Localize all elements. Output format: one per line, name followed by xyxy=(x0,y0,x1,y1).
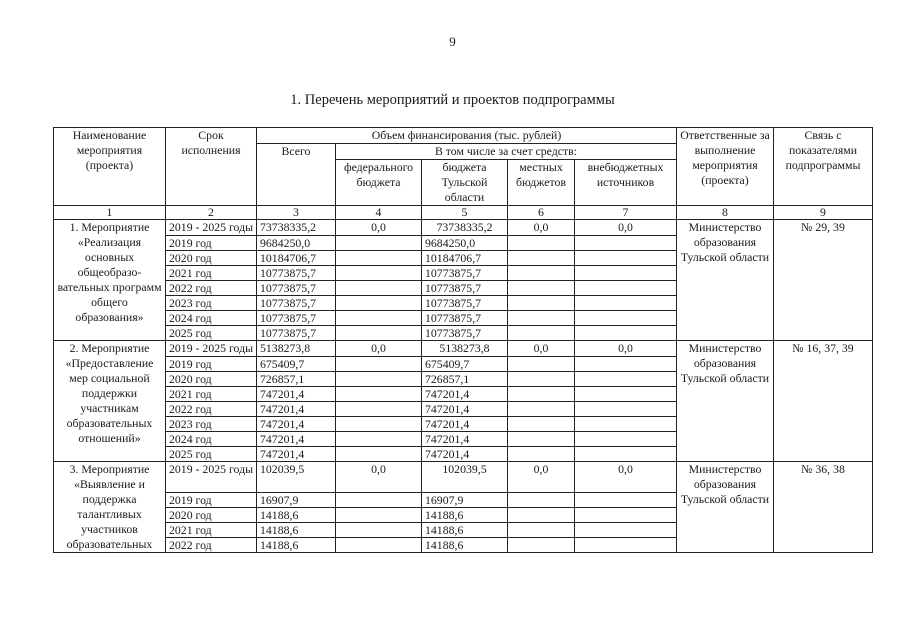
year-local-empty xyxy=(508,493,575,508)
year-extra-empty xyxy=(575,281,677,296)
measure-responsible: Министерство образования Тульской области xyxy=(677,220,774,341)
header-link: Связь с показателями подпрограммы xyxy=(774,128,873,206)
year-total: 9684250,0 xyxy=(257,236,336,251)
year-total: 16907,9 xyxy=(257,493,336,508)
measure-name: 3. Мероприятие «Выявление и поддержка талантливых участников образовательных xyxy=(54,462,166,553)
column-number: 7 xyxy=(575,206,677,220)
year-total: 10773875,7 xyxy=(257,296,336,311)
year-extra-empty xyxy=(575,296,677,311)
year-label: 2023 год xyxy=(166,417,257,432)
year-regional: 747201,4 xyxy=(422,402,508,417)
year-total: 14188,6 xyxy=(257,508,336,523)
year-label: 2020 год xyxy=(166,251,257,266)
year-total: 10184706,7 xyxy=(257,251,336,266)
year-total: 10773875,7 xyxy=(257,326,336,341)
year-federal-empty xyxy=(336,311,422,326)
measure-regional: 73738335,2 xyxy=(422,220,508,236)
column-number: 1 xyxy=(54,206,166,220)
year-label: 2021 год xyxy=(166,266,257,281)
measure-local: 0,0 xyxy=(508,462,575,493)
measure-name: 1. Мероприятие «Реализация основных общеобразо-вательных программ общего образования» xyxy=(54,220,166,341)
year-local-empty xyxy=(508,357,575,372)
year-extra-empty xyxy=(575,266,677,281)
year-extra-empty xyxy=(575,311,677,326)
year-local-empty xyxy=(508,508,575,523)
year-federal-empty xyxy=(336,326,422,341)
measure-responsible: Министерство образования Тульской области xyxy=(677,341,774,462)
measure-federal: 0,0 xyxy=(336,462,422,493)
header-local: местных бюджетов xyxy=(508,160,575,206)
year-federal-empty xyxy=(336,493,422,508)
year-regional: 10184706,7 xyxy=(422,251,508,266)
column-number: 4 xyxy=(336,206,422,220)
year-extra-empty xyxy=(575,538,677,553)
measure-name: 2. Мероприятие «Предоставление мер социальной поддержки участникам образовательных отношений» xyxy=(54,341,166,462)
year-label: 2019 год xyxy=(166,236,257,251)
year-extra-empty xyxy=(575,357,677,372)
year-regional: 14188,6 xyxy=(422,508,508,523)
year-local-empty xyxy=(508,523,575,538)
year-label: 2020 год xyxy=(166,372,257,387)
year-local-empty xyxy=(508,281,575,296)
year-total: 10773875,7 xyxy=(257,281,336,296)
measure-regional: 5138273,8 xyxy=(422,341,508,357)
measure-row xyxy=(54,462,873,493)
year-extra-empty xyxy=(575,493,677,508)
year-extra-empty xyxy=(575,432,677,447)
year-regional: 9684250,0 xyxy=(422,236,508,251)
year-label: 2021 год xyxy=(166,387,257,402)
year-regional: 10773875,7 xyxy=(422,296,508,311)
measure-link: № 29, 39 xyxy=(774,220,873,341)
column-number: 9 xyxy=(774,206,873,220)
table-body xyxy=(54,128,873,553)
column-number: 2 xyxy=(166,206,257,220)
year-extra-empty xyxy=(575,417,677,432)
measure-row xyxy=(54,220,873,236)
year-local-empty xyxy=(508,417,575,432)
year-local-empty xyxy=(508,372,575,387)
year-total: 747201,4 xyxy=(257,387,336,402)
year-total: 747201,4 xyxy=(257,447,336,462)
year-regional: 10773875,7 xyxy=(422,266,508,281)
year-total: 14188,6 xyxy=(257,538,336,553)
measure-total: 102039,5 xyxy=(257,462,336,493)
year-label: 2025 год xyxy=(166,447,257,462)
column-number-row xyxy=(54,206,873,220)
year-local-empty xyxy=(508,311,575,326)
year-label: 2023 год xyxy=(166,296,257,311)
measure-total: 5138273,8 xyxy=(257,341,336,357)
header-extra: внебюджетных источников xyxy=(575,160,677,206)
year-extra-empty xyxy=(575,447,677,462)
year-total: 10773875,7 xyxy=(257,311,336,326)
measure-period: 2019 - 2025 годы xyxy=(166,341,257,357)
year-federal-empty xyxy=(336,296,422,311)
measure-row xyxy=(54,341,873,357)
header-funding: Объем финансирования (тыс. рублей) xyxy=(257,128,677,144)
year-label: 2022 год xyxy=(166,402,257,417)
year-federal-empty xyxy=(336,432,422,447)
header-total: Всего xyxy=(257,144,336,206)
year-total: 675409,7 xyxy=(257,357,336,372)
year-regional: 675409,7 xyxy=(422,357,508,372)
year-total: 726857,1 xyxy=(257,372,336,387)
measure-responsible: Министерство образования Тульской области xyxy=(677,462,774,553)
year-total: 747201,4 xyxy=(257,417,336,432)
year-federal-empty xyxy=(336,266,422,281)
year-regional: 747201,4 xyxy=(422,387,508,402)
year-regional: 726857,1 xyxy=(422,372,508,387)
header-including: В том числе за счет средств: xyxy=(336,144,677,160)
year-local-empty xyxy=(508,402,575,417)
measure-local: 0,0 xyxy=(508,341,575,357)
year-label: 2025 год xyxy=(166,326,257,341)
year-local-empty xyxy=(508,538,575,553)
year-label: 2019 год xyxy=(166,493,257,508)
year-extra-empty xyxy=(575,236,677,251)
measure-local: 0,0 xyxy=(508,220,575,236)
page-number: 9 xyxy=(449,34,456,49)
year-regional: 747201,4 xyxy=(422,432,508,447)
year-extra-empty xyxy=(575,523,677,538)
measure-regional: 102039,5 xyxy=(422,462,508,493)
year-federal-empty xyxy=(336,357,422,372)
measure-federal: 0,0 xyxy=(336,220,422,236)
column-number: 8 xyxy=(677,206,774,220)
year-extra-empty xyxy=(575,402,677,417)
year-federal-empty xyxy=(336,372,422,387)
year-label: 2020 год xyxy=(166,508,257,523)
year-federal-empty xyxy=(336,387,422,402)
year-label: 2024 год xyxy=(166,311,257,326)
header-name: Наименование мероприятия (проекта) xyxy=(54,128,166,206)
year-total: 10773875,7 xyxy=(257,266,336,281)
measure-federal: 0,0 xyxy=(336,341,422,357)
header-federal: федерального бюджета xyxy=(336,160,422,206)
year-local-empty xyxy=(508,432,575,447)
year-regional: 10773875,7 xyxy=(422,311,508,326)
year-regional: 10773875,7 xyxy=(422,326,508,341)
year-extra-empty xyxy=(575,387,677,402)
year-federal-empty xyxy=(336,236,422,251)
year-local-empty xyxy=(508,447,575,462)
year-federal-empty xyxy=(336,538,422,553)
year-label: 2019 год xyxy=(166,357,257,372)
header-regional: бюджета Тульской области xyxy=(422,160,508,206)
column-number: 3 xyxy=(257,206,336,220)
column-number: 5 xyxy=(422,206,508,220)
program-table xyxy=(53,127,873,553)
measure-extra: 0,0 xyxy=(575,220,677,236)
year-total: 14188,6 xyxy=(257,523,336,538)
year-extra-empty xyxy=(575,326,677,341)
year-federal-empty xyxy=(336,447,422,462)
year-local-empty xyxy=(508,266,575,281)
year-regional: 10773875,7 xyxy=(422,281,508,296)
year-regional: 747201,4 xyxy=(422,417,508,432)
year-total: 747201,4 xyxy=(257,402,336,417)
year-regional: 14188,6 xyxy=(422,538,508,553)
year-regional: 747201,4 xyxy=(422,447,508,462)
year-label: 2021 год xyxy=(166,523,257,538)
year-local-empty xyxy=(508,251,575,266)
year-extra-empty xyxy=(575,251,677,266)
measure-link: № 16, 37, 39 xyxy=(774,341,873,462)
year-local-empty xyxy=(508,236,575,251)
year-local-empty xyxy=(508,326,575,341)
year-federal-empty xyxy=(336,251,422,266)
year-extra-empty xyxy=(575,372,677,387)
measure-extra: 0,0 xyxy=(575,462,677,493)
year-regional: 16907,9 xyxy=(422,493,508,508)
year-regional: 14188,6 xyxy=(422,523,508,538)
year-label: 2024 год xyxy=(166,432,257,447)
measure-link: № 36, 38 xyxy=(774,462,873,553)
measure-extra: 0,0 xyxy=(575,341,677,357)
measure-total: 73738335,2 xyxy=(257,220,336,236)
column-number: 6 xyxy=(508,206,575,220)
year-federal-empty xyxy=(336,523,422,538)
year-total: 747201,4 xyxy=(257,432,336,447)
year-local-empty xyxy=(508,387,575,402)
year-extra-empty xyxy=(575,508,677,523)
year-federal-empty xyxy=(336,402,422,417)
year-label: 2022 год xyxy=(166,281,257,296)
section-title: 1. Перечень мероприятий и проектов подпрограммы xyxy=(290,92,615,108)
measure-period: 2019 - 2025 годы xyxy=(166,462,257,493)
header-term: Срок исполнения xyxy=(166,128,257,206)
year-label: 2022 год xyxy=(166,538,257,553)
year-federal-empty xyxy=(336,508,422,523)
year-federal-empty xyxy=(336,281,422,296)
year-local-empty xyxy=(508,296,575,311)
header-responsible: Ответственные за выполнение мероприятия (проекта) xyxy=(677,128,774,206)
measure-period: 2019 - 2025 годы xyxy=(166,220,257,236)
year-federal-empty xyxy=(336,417,422,432)
